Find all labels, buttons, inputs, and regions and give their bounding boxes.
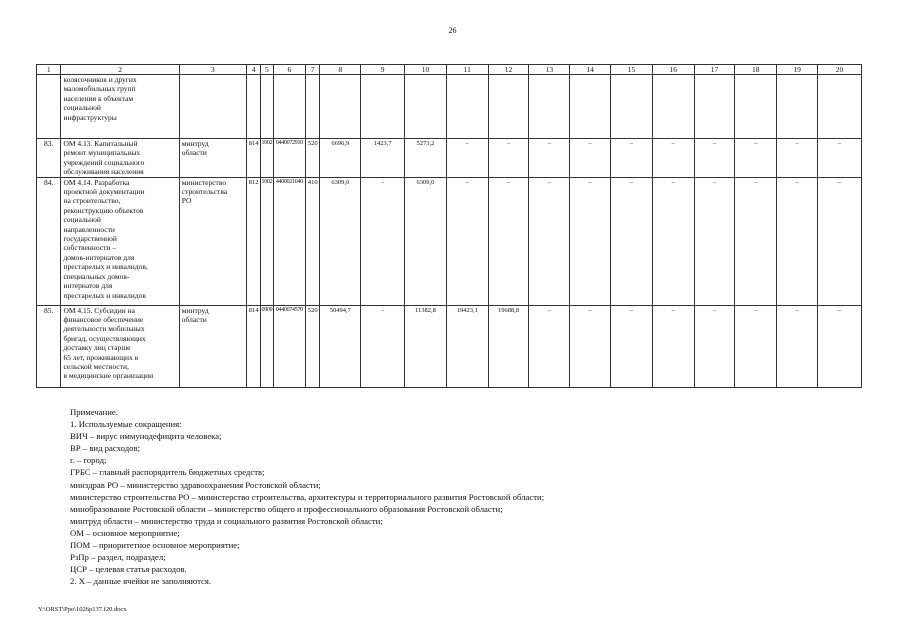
value-cell: 5273,2	[405, 139, 447, 178]
value-cell: –	[611, 177, 653, 305]
measure-name-line: колясочников и других	[63, 75, 137, 84]
value-cell: –	[652, 177, 694, 305]
executor-line: РО	[181, 196, 192, 206]
measure-name-line: маломобильных групп	[63, 84, 136, 94]
executor-line: минтруд	[181, 305, 209, 315]
value-cell: –	[694, 305, 735, 387]
csr-cell	[273, 75, 306, 139]
measure-name-line: обслуживания населения	[63, 167, 144, 177]
value-cell	[361, 75, 405, 139]
value-cell: –	[652, 139, 694, 178]
table-row	[37, 177, 862, 305]
value-cell: –	[446, 177, 488, 305]
measure-name-line: собственности –	[63, 243, 117, 253]
measure-name-line: в медицинские организации	[63, 371, 154, 381]
table-row	[37, 75, 862, 139]
value-cell: –	[694, 177, 735, 305]
value-cell: –	[817, 305, 861, 387]
value-cell: –	[735, 139, 777, 178]
measure-name-line: бригад, осуществляющих	[63, 333, 146, 343]
value-cell: –	[817, 177, 861, 305]
executor-line: области	[181, 148, 207, 158]
vr-cell: 410	[306, 177, 320, 305]
executor-cell	[179, 75, 246, 139]
note-line: ЦСР – целевая статья расходов.	[70, 564, 187, 575]
value-cell: –	[777, 177, 818, 305]
measure-name-line: проектной документации	[63, 187, 145, 197]
page-number: 26	[448, 26, 457, 35]
value-cell: 6309,0	[405, 177, 447, 305]
program-measures-table	[36, 64, 862, 388]
measure-name-line: специальных домов-	[63, 271, 130, 281]
value-cell: 11382,8	[405, 305, 447, 387]
note-line: ВР – вид расходов;	[70, 443, 140, 454]
column-number-cell: 3	[179, 65, 246, 75]
column-number-cell: 8	[320, 65, 361, 75]
executor-cell	[179, 305, 246, 387]
value-cell: –	[529, 139, 570, 178]
note-line: ПОМ – приоритетное основное мероприятие;	[70, 540, 240, 551]
value-cell	[320, 75, 361, 139]
csr-cell: 0440072910	[273, 139, 306, 178]
value-cell: –	[529, 305, 570, 387]
grbs-cell: 814	[247, 139, 261, 178]
note-line: министерство строительства РО – министерство строительства, архитектуры и территориального развития Ростовской области;	[70, 491, 545, 502]
vr-cell: 520	[306, 305, 320, 387]
column-number-cell: 20	[817, 65, 861, 75]
rzpr-cell	[261, 75, 273, 139]
row-number-cell: 83.	[37, 139, 61, 178]
measure-name-cell	[61, 139, 179, 178]
value-cell	[570, 75, 611, 139]
column-number-cell: 16	[652, 65, 694, 75]
value-cell: –	[488, 177, 529, 305]
measure-name-line: ОМ 4.15. Субсидии на	[63, 305, 135, 315]
vr-cell	[306, 75, 320, 139]
column-number-cell: 17	[694, 65, 735, 75]
value-cell: –	[570, 305, 611, 387]
note-line: 1. Используемые сокращения:	[70, 419, 182, 430]
executor-line: минтруд	[181, 139, 209, 148]
rzpr-cell: 1002	[261, 177, 273, 305]
value-cell	[446, 75, 488, 139]
measure-name-cell	[61, 75, 179, 139]
column-number-cell: 11	[446, 65, 488, 75]
measure-name-line: интернатов для	[63, 281, 113, 291]
file-path: Y:\ORST\Ppo\1026p137.f20.docx	[38, 606, 127, 613]
measure-name-line: 65 лет, проживающих в	[63, 352, 139, 362]
value-cell: 19688,8	[488, 305, 529, 387]
column-number-cell: 19	[777, 65, 818, 75]
column-number-cell: 9	[361, 65, 405, 75]
value-cell: –	[735, 177, 777, 305]
value-cell	[694, 75, 735, 139]
column-number-cell: 5	[261, 65, 273, 75]
executor-line: области	[181, 315, 207, 325]
rzpr-cell: 0909	[261, 305, 273, 387]
rzpr-cell: 1002	[261, 139, 273, 178]
measure-name-cell	[61, 177, 179, 305]
note-line: минобразование Ростовской области – министерство общего и профессионального образования Ростовской области;	[70, 503, 503, 514]
note-line: минздрав РО – министерство здравоохранения Ростовской области;	[70, 479, 321, 490]
measure-name-line: доставку лиц старше	[63, 343, 131, 353]
measure-name-line: ОМ 4.13. Капитальный	[63, 139, 138, 148]
csr-cell: 4400021040	[273, 177, 306, 305]
column-number-cell: 1	[37, 65, 61, 75]
value-cell: 50494,7	[320, 305, 361, 387]
measure-name-line: направленности	[63, 224, 115, 234]
value-cell	[652, 75, 694, 139]
value-cell: 1423,7	[361, 139, 405, 178]
measure-name-line: на строительство,	[63, 196, 121, 206]
measure-name-line: инфраструктуры	[63, 112, 117, 122]
value-cell: 19423,1	[446, 305, 488, 387]
value-cell: –	[570, 177, 611, 305]
value-cell: –	[488, 139, 529, 178]
value-cell: –	[361, 177, 405, 305]
measure-name-line: населения к объектам	[63, 93, 134, 103]
value-cell	[405, 75, 447, 139]
measure-name-line: социальной	[63, 215, 101, 225]
notes-block	[70, 406, 870, 587]
value-cell: –	[817, 139, 861, 178]
column-number-cell: 18	[735, 65, 777, 75]
executor-cell	[179, 139, 246, 178]
column-number-cell: 2	[61, 65, 179, 75]
value-cell: –	[361, 305, 405, 387]
note-line: минтруд области – министерство труда и социального развития Ростовской области;	[70, 515, 383, 526]
row-number-cell: 84.	[37, 177, 61, 305]
column-number-cell: 12	[488, 65, 529, 75]
measure-name-line: престарелых и инвалидов,	[63, 262, 148, 272]
row-number-cell	[37, 75, 61, 139]
note-line: РзПр – раздел, подраздел;	[70, 552, 166, 563]
measure-name-line: ремонт муниципальных	[63, 148, 141, 158]
value-cell: –	[611, 139, 653, 178]
value-cell: 6696,9	[320, 139, 361, 178]
measure-name-line: социальной	[63, 103, 101, 113]
value-cell: –	[735, 305, 777, 387]
column-number-cell: 13	[529, 65, 570, 75]
vr-cell: 520	[306, 139, 320, 178]
column-number-cell: 7	[306, 65, 320, 75]
column-number-cell: 14	[570, 65, 611, 75]
value-cell: –	[529, 177, 570, 305]
row-number-cell: 85.	[37, 305, 61, 387]
value-cell	[611, 75, 653, 139]
measure-name-line: престарелых и инвалидов	[63, 290, 146, 300]
table-row	[37, 305, 862, 387]
value-cell: –	[570, 139, 611, 178]
note-line: г. – город;	[70, 455, 107, 466]
value-cell	[529, 75, 570, 139]
grbs-cell: 812	[247, 177, 261, 305]
value-cell: 6309,0	[320, 177, 361, 305]
note-line: ВИЧ – вирус иммунодефицита человека;	[70, 431, 222, 442]
csr-cell: 0440074570	[273, 305, 306, 387]
value-cell: –	[694, 139, 735, 178]
measure-name-line: учреждений социального	[63, 157, 145, 167]
measure-name-line: домов-интернатов для	[63, 252, 135, 262]
measure-name-cell	[61, 305, 179, 387]
column-number-cell: 10	[405, 65, 447, 75]
value-cell	[777, 75, 818, 139]
value-cell: –	[446, 139, 488, 178]
measure-name-line: деятельности мобильных	[63, 324, 145, 334]
grbs-cell: 814	[247, 305, 261, 387]
measure-name-line: ОМ 4.14. Разработка	[63, 177, 130, 187]
executor-cell	[179, 177, 246, 305]
note-line: ГРБС – главный распорядитель бюджетных средств;	[70, 467, 265, 478]
measure-name-line: реконструкцию объектов	[63, 205, 144, 215]
column-number-cell: 4	[247, 65, 261, 75]
column-number-cell: 15	[611, 65, 653, 75]
note-line: ОМ – основное мероприятие;	[70, 527, 180, 538]
table-header-row	[37, 65, 862, 75]
measure-name-line: государственной	[63, 234, 117, 244]
note-line: Примечание.	[70, 407, 118, 417]
value-cell: –	[777, 305, 818, 387]
value-cell	[817, 75, 861, 139]
value-cell: –	[652, 305, 694, 387]
value-cell: –	[611, 305, 653, 387]
table-row	[37, 139, 862, 178]
value-cell: –	[777, 139, 818, 178]
measure-name-line: финансовое обеспечение	[63, 315, 144, 325]
measure-name-line: сельской местности,	[63, 362, 129, 372]
column-number-cell: 6	[273, 65, 306, 75]
note-line: 2. Х – данные ячейки не заполняются.	[70, 576, 212, 587]
value-cell	[488, 75, 529, 139]
executor-line: строительства	[181, 187, 228, 197]
grbs-cell	[247, 75, 261, 139]
executor-line: министерство	[181, 177, 227, 187]
value-cell	[735, 75, 777, 139]
